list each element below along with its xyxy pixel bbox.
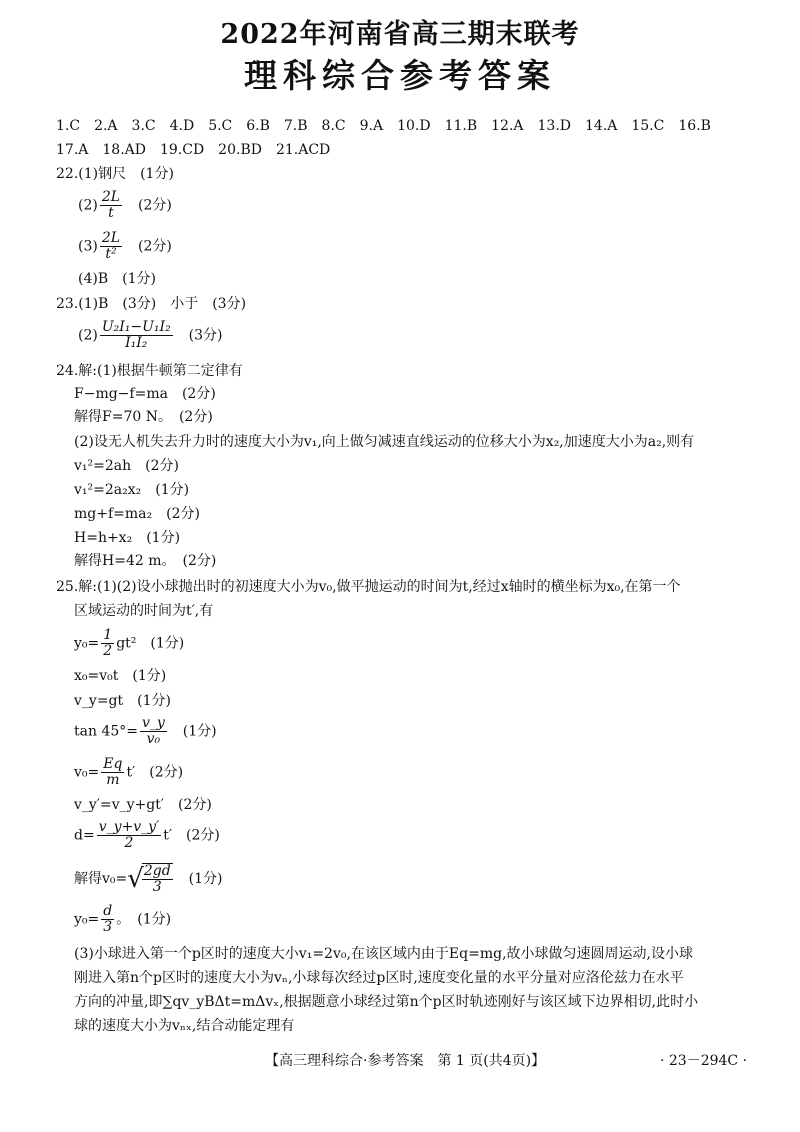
- q25-eq8: 解得v₀=√ $\frac{2gd}{3}$ (1分): [74, 863, 223, 895]
- q24-line5: v₁²=2ah (2分): [74, 458, 179, 474]
- exam-subtitle: 理科综合参考答案: [244, 56, 556, 95]
- q25-eq2: x₀=v₀t (1分): [74, 668, 167, 684]
- q25-part3-line3: 方向的冲量,即∑qv_yBΔt=mΔvₓ,根据题意小球经过第n个p区时轨迹刚好与该区域下边界相切,此时小: [74, 994, 699, 1010]
- q25-eq7: d= $\frac{v\_y+v\_y'}{2}$ t′ (2分): [74, 819, 220, 851]
- fraction: $\frac{v\_y}{\text{v₀}}$: [141, 715, 165, 747]
- q25-part3-line1: (3)小球进入第一个p区时的速度大小v₁=2v₀,在该区域内由于Eq=mg,故小球做匀速圆周运动,设小球: [74, 946, 693, 962]
- footer-page-info: 【高三理科综合·参考答案 第 1 页(共4页)】: [265, 1053, 546, 1069]
- q25-part3-line2: 刚进入第n个p区时的速度大小为vₙ,小球每次经过p区时,速度变化量的水平分量对应洛伦兹力在水平: [74, 970, 684, 986]
- q23-part2: (2) $\frac{\text{U₂I₁−U₁I₂}}{\text{I₁I₂}}$ (3分): [78, 319, 223, 351]
- fraction: $\frac{2L}{\text{t²}}$: [101, 230, 121, 262]
- q24-line3: 解得F=70 N。 (2分): [74, 409, 213, 425]
- radical-sign-icon: √: [127, 864, 144, 894]
- q25-line2: 区域运动的时间为t′,有: [74, 603, 214, 619]
- q25-eq3: v_y=gt (1分): [74, 693, 171, 709]
- q24-line7: mg+f=ma₂ (2分): [74, 506, 200, 522]
- q25-line1: 25.解:(1)(2)设小球抛出时的初速度大小为v₀,做平抛运动的时间为t,经过x轴时的横坐标为x₀,在第一个: [56, 579, 681, 595]
- footer-code: · 23－294C ·: [660, 1053, 748, 1069]
- answers-row-2: 17.A 18.AD 19.CD 20.BD 21.ACD: [56, 142, 331, 158]
- q24-line6: v₁²=2a₂x₂ (1分): [74, 482, 190, 498]
- q25-eq6: v_y′=v_y+gt′ (2分): [74, 797, 212, 813]
- q25-eq4: tan 45°= $\frac{v\_y}{\text{v₀}}$ (1分): [74, 715, 217, 747]
- q24-line9: 解得H=42 m。 (2分): [74, 553, 217, 569]
- q24-line1: 24.解:(1)根据牛顿第二定律有: [56, 363, 243, 379]
- q25-part3-line4: 球的速度大小为vₙₓ,结合动能定理有: [74, 1018, 295, 1034]
- fraction: $\frac{Eq}{m}$: [103, 756, 123, 788]
- q25-eq5: v₀= $\frac{Eq}{m}$ t′ (2分): [74, 756, 184, 788]
- q25-eq9: y₀= $\frac{d}{3}$ 。 (1分): [74, 903, 172, 935]
- fraction: $\frac{\text{U₂I₁−U₁I₂}}{\text{I₁I₂}}$: [101, 319, 171, 351]
- fraction: $\frac{d}{3}$: [103, 903, 113, 935]
- q24-line8: H=h+x₂ (1分): [74, 530, 181, 546]
- q22-part4: (4)B (1分): [78, 271, 156, 287]
- fraction: $\frac{2L}{t}$: [101, 189, 121, 221]
- fraction: $\frac{1}{2}$: [103, 627, 113, 659]
- q24-line2: F−mg−f=ma (2分): [74, 386, 216, 402]
- q23-part1: 23.(1)B (3分) 小于 (3分): [56, 296, 247, 312]
- exam-title: 2022年河南省高三期末联考: [220, 19, 580, 50]
- q22-part1: 22.(1)钢尺 (1分): [56, 166, 174, 182]
- q22-part2: (2) $\frac{2L}{t}$ (2分): [78, 189, 172, 221]
- q25-eq1: y₀= $\frac{1}{2}$ gt² (1分): [74, 627, 185, 659]
- q24-line4: (2)设无人机失去升力时的速度大小为v₁,向上做匀减速直线运动的位移大小为x₂,加速度大小为a₂,则有: [74, 434, 695, 450]
- fraction: $\frac{2gd}{3}$: [143, 863, 171, 895]
- square-root: [127, 863, 174, 895]
- fraction: $\frac{v\_y+v\_y'}{2}$: [98, 819, 160, 851]
- q22-part3: (3) $\frac{2L}{\text{t²}}$ (2分): [78, 230, 172, 262]
- answers-row-1: 1.C 2.A 3.C 4.D 5.C 6.B 7.B 8.C 9.A 10.D 11.B 12.A 13.D 14.A 15.C 16.B: [56, 118, 711, 134]
